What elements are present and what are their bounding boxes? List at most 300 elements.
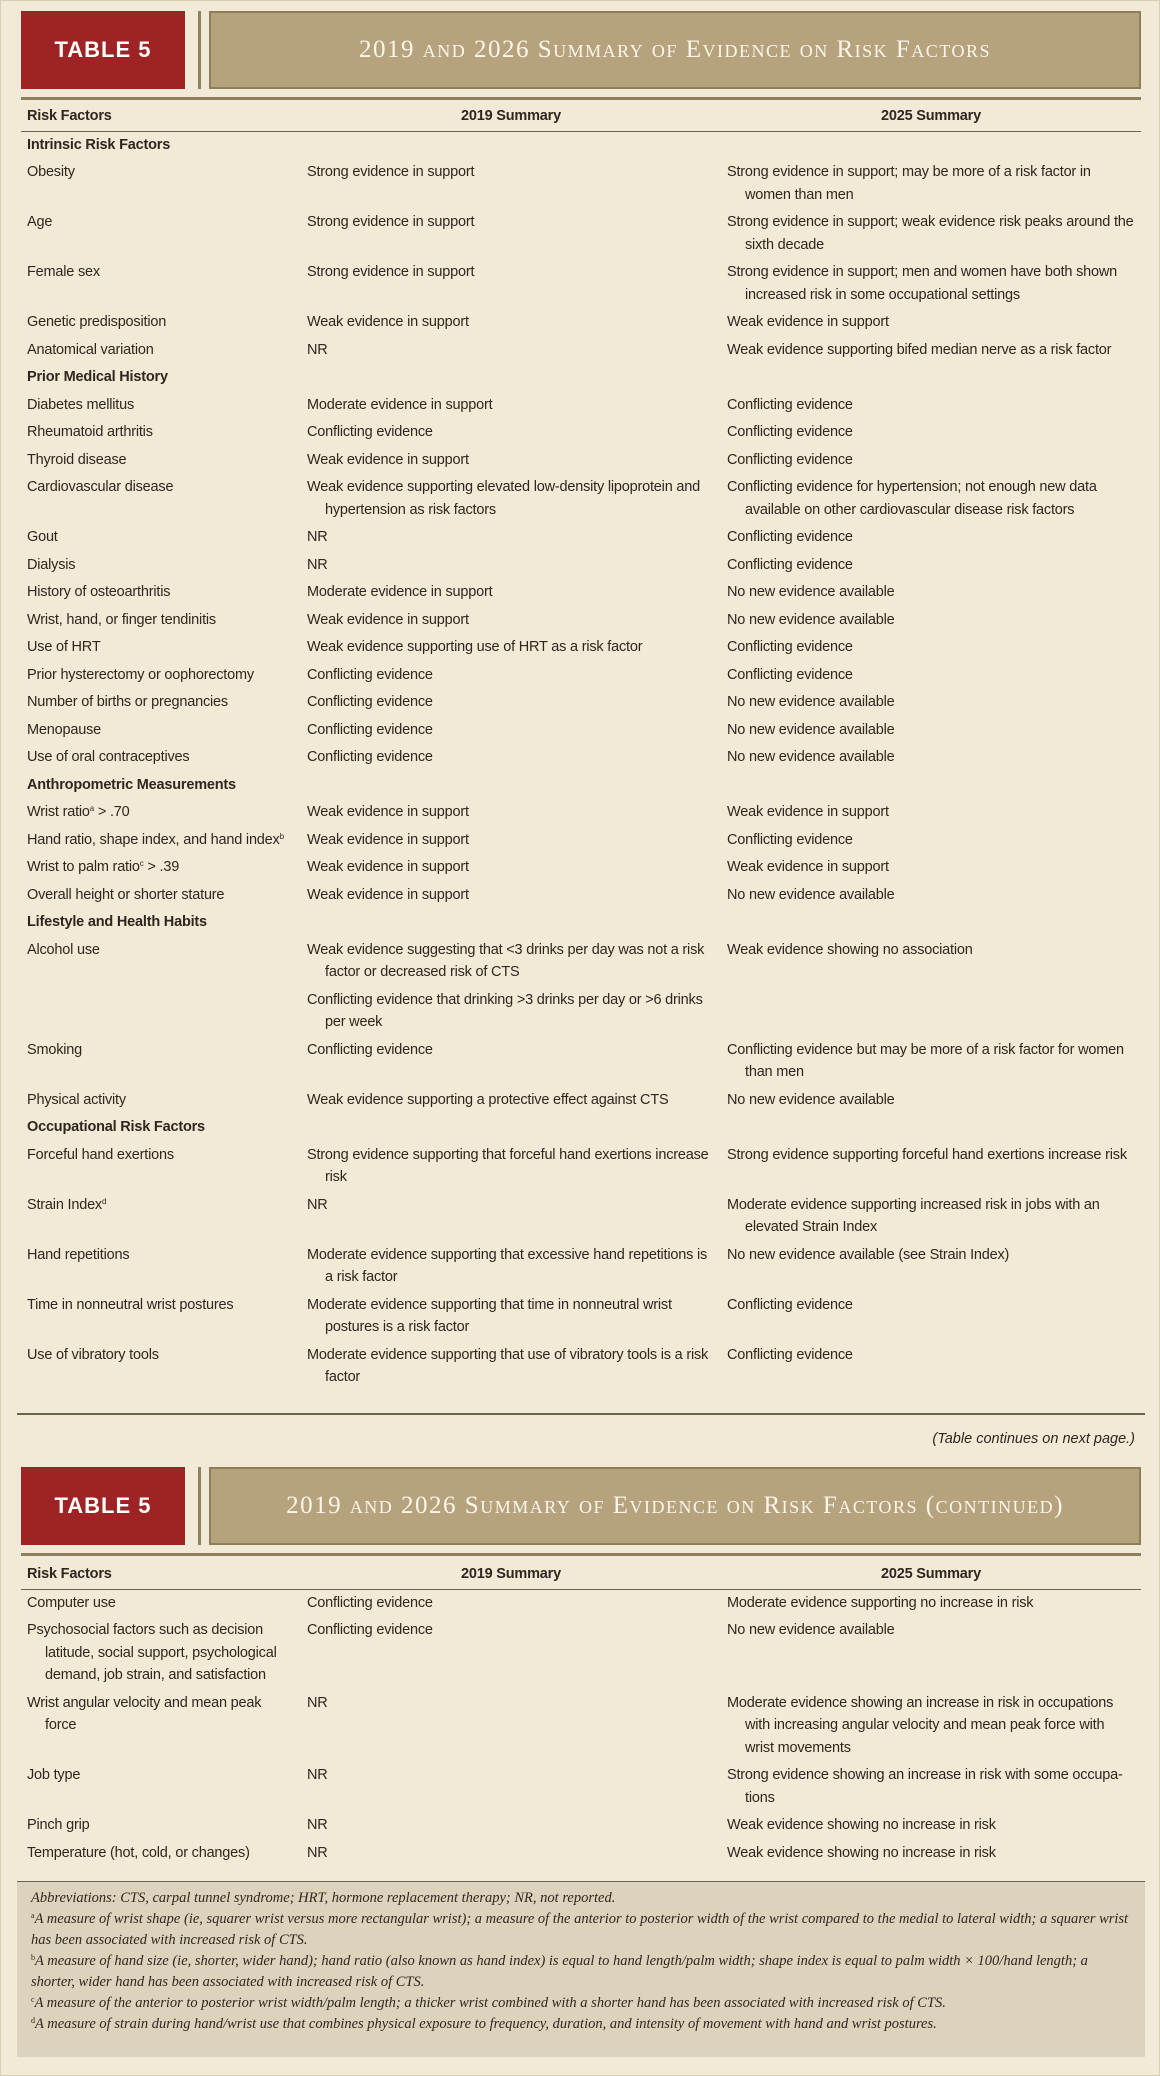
table-number-tag: TABLE 5 [21,11,191,89]
summary-2025-cell [721,689,1141,717]
footnote-marker: b [279,831,284,841]
summary-2019-cell [301,1037,721,1087]
table-row [21,1242,1141,1292]
summary-2019-text: Moderate evidence supporting that use of vibratory tools is a risk factor [307,1346,709,1385]
summary-2025-text: No new evidence available [727,1091,895,1108]
risk-factor-name: Genetic predisposition [27,314,167,330]
summary-2019-text: Conflicting evidence [307,1622,433,1638]
summary-2025-text: Conflicting evidence [727,396,853,413]
table-footnotes [17,1881,1145,2057]
summary-2019-cell [301,1242,721,1292]
table-row [21,392,1141,420]
footnote-marker: a [31,1911,35,1920]
divider [21,97,1141,100]
risk-factor-label [27,1294,295,1317]
risk-factor-name: Number of births or pregnancies [27,694,228,710]
summary-2025-cell [721,937,1141,987]
summary-2019-text: Strong evidence in support [307,264,475,280]
summary-2025-text: No new evidence available [727,611,895,628]
risk-factor-name: Hand ratio, shape index, and hand index [27,831,280,848]
summary-2025-text: Weak evidence showing no association [727,941,973,958]
table-row [21,882,1141,910]
footnote-marker: a [89,804,95,813]
divider [198,1467,201,1545]
summary-2025-cell [721,662,1141,690]
summary-2025-text: Conflicting evidence [727,639,853,655]
risk-factor-label [27,339,295,362]
summary-2025-cell [721,1292,1141,1342]
summary-2025-cell [721,337,1141,365]
risk-factor-name: Diabetes mellitus [27,396,135,413]
summary-2019-text: Conflicting evidence [307,694,433,710]
summary-2025-cell [721,799,1141,827]
continuation-note: (Table continues on next page.) [932,1431,1135,1447]
table-row [21,579,1141,607]
summary-2019-text: Conflicting evidence [307,721,433,738]
table-row [21,987,1141,1037]
summary-2019-cell [301,474,721,524]
risk-factor-label [27,311,295,334]
risk-factor-cell [21,447,301,475]
table-title: 2019 and 2026 Summary of Evidence on Risk Factors [209,11,1141,89]
risk-factor-name: Pinch grip [27,1817,90,1833]
summary-2019-text: NR [307,1196,328,1213]
risk-factor-name: Psychosocial factors such as decision latitude, social support, psychological demand, job strain, and satisfaction [27,1622,277,1683]
risk-factor-cell [21,607,301,635]
risk-factor-cell [21,309,301,337]
summary-2025-text: No new evidence available [727,1622,895,1638]
risk-factor-cell [21,799,301,827]
risk-factor-cell [21,1142,301,1192]
table-row [21,1617,1141,1690]
summary-2019-text: Conflicting evidence that drinking >3 drinks per day or >6 drinks per week [307,991,703,1030]
summary-2019-cell [301,987,721,1037]
summary-2019-text: Weak evidence in support [307,314,469,330]
summary-2019-text: Weak evidence in support [307,451,469,468]
summary-2025-cell [721,744,1141,772]
section-heading: Anthropometric Measurements [27,776,236,793]
summary-2019-text: Conflicting evidence [307,424,433,440]
summary-2019-text: NR [307,1844,328,1861]
risk-factor-label [27,526,295,549]
divider [17,1413,1145,1415]
risk-factor-name: Prior hysterectomy or oophorectomy [27,666,254,683]
abbreviations-note: Abbreviations: CTS, carpal tunnel syndrome; HRT, hormone replacement therapy; NR, not reported. [31,1890,616,1906]
risk-factor-name: Age [27,214,53,230]
footnote-marker: b [31,1953,35,1962]
footnote-marker: d [31,2016,35,2025]
summary-2025-text: Moderate evidence showing an increase in risk in occupations with increasing angular velocity and mean peak force with wrist movements [727,1694,1114,1756]
summary-2019-cell [301,1192,721,1242]
risk-factor-label [27,1144,295,1167]
risk-factor-cell [21,1690,301,1763]
summary-2019-text: Strong evidence supporting that forceful hand exertions increase risk [307,1146,709,1185]
footnote [31,1909,1135,1951]
summary-2025-cell [721,309,1141,337]
column-header-2025: 2025 Summary [721,1559,1141,1589]
summary-2019-cell [301,159,721,209]
footnote-marker: c [31,1995,35,2004]
summary-2019-cell [301,1142,721,1192]
footnote [31,1993,1135,2014]
summary-2025-text: Conflicting evidence [727,424,853,440]
table-row [21,159,1141,209]
summary-2019-text: Strong evidence in support [307,214,475,230]
summary-2025-cell [721,1037,1141,1087]
summary-2019-cell [301,1617,721,1690]
risk-factor-name: Female sex [27,264,100,280]
risk-factor-name: Alcohol use [27,941,100,958]
table-row [21,662,1141,690]
column-header-2025: 2025 Summary [721,101,1141,131]
risk-factor-label [27,161,295,184]
risk-factor-cell [21,987,301,1037]
table-row [21,1142,1141,1192]
risk-factor-cell [21,1242,301,1292]
summary-2025-cell [721,1690,1141,1763]
summary-2025-text: No new evidence available [727,584,895,600]
summary-2025-text: Conflicting evidence [727,1296,853,1313]
table-row [21,1812,1141,1840]
summary-2025-text: Weak evidence showing no increase in risk [727,1817,996,1833]
section-heading: Lifestyle and Health Habits [27,914,207,930]
section-heading: Intrinsic Risk Factors [27,136,171,153]
summary-2025-cell [721,1342,1141,1392]
table-row [21,717,1141,745]
risk-factor-name: Smoking [27,1041,83,1058]
risk-factor-cell [21,209,301,259]
summary-2025-text: Conflicting evidence for hypertension; not enough new data available on other cardiovascular disease risk factors [727,479,1097,518]
summary-2019-cell [301,419,721,447]
summary-2025-cell [721,882,1141,910]
summary-2019-cell [301,309,721,337]
summary-2025-text: Conflicting evidence [727,1346,853,1363]
summary-2025-cell [721,1589,1141,1617]
summary-2019-cell [301,1292,721,1342]
summary-2019-cell [301,552,721,580]
risk-factor-cell [21,159,301,209]
column-header-2019: 2019 Summary [301,101,721,131]
summary-2019-cell [301,1690,721,1763]
risk-factor-cell [21,1812,301,1840]
risk-factor-label [27,261,295,284]
summary-2025-text: Conflicting evidence [727,666,853,683]
risk-factor-cell [21,419,301,447]
summary-2025-cell [721,634,1141,662]
risk-factor-label [27,829,295,852]
risk-factor-name: Forceful hand exertions [27,1146,174,1163]
summary-2025-cell [721,1617,1141,1690]
summary-2025-cell [721,259,1141,309]
summary-2019-text: NR [307,1767,328,1783]
summary-2025-cell [721,474,1141,524]
summary-2025-text: Weak evidence in support [727,314,889,330]
table-header-continued [17,1467,1145,1563]
risk-factor-threshold: > .70 [94,804,130,820]
summary-2019-cell [301,937,721,987]
table-row [21,209,1141,259]
summary-2025-text: Strong evidence supporting forceful hand exertions increase risk [727,1146,1127,1163]
summary-2019-cell [301,1087,721,1115]
risk-factor-name: Overall height or shorter stature [27,886,225,903]
risk-factor-label [27,939,295,962]
risk-factor-label [27,581,295,604]
risk-factor-cell [21,1617,301,1690]
risk-factor-cell [21,579,301,607]
table-row [21,1342,1141,1392]
footnote [31,1951,1135,1993]
table-row [21,799,1141,827]
summary-2019-cell [301,579,721,607]
summary-2019-text: NR [307,529,328,545]
risk-factor-label [27,719,295,742]
risk-factor-cell [21,552,301,580]
summary-2025-text: Conflicting evidence [727,451,853,468]
summary-2025-text: Weak evidence supporting bifed median nerve as a risk factor [727,341,1112,358]
summary-2019-cell [301,827,721,855]
risk-factor-table-continued [21,1559,1141,1867]
risk-factor-label [27,1842,295,1865]
summary-2019-cell [301,882,721,910]
summary-2019-text: NR [307,556,328,573]
summary-2019-cell [301,337,721,365]
risk-factor-cell [21,524,301,552]
footnote-text: A measure of the anterior to posterior wrist width/palm length; a thicker wrist combined with a shorter hand has been associated with increased risk of CTS. [34,1995,946,2011]
risk-factor-cell [21,1037,301,1087]
summary-2019-text: Conflicting evidence [307,1041,433,1058]
section-row [21,909,1141,937]
risk-factor-name: Gout [27,529,58,545]
section-row [21,1114,1141,1142]
table-row [21,309,1141,337]
summary-2019-text: Weak evidence supporting use of HRT as a risk factor [307,639,643,655]
risk-factor-name: Thyroid disease [27,451,127,468]
summary-2025-cell [721,1142,1141,1192]
risk-factor-name: Hand repetitions [27,1246,130,1263]
summary-2025-cell [721,1242,1141,1292]
footnote [31,2014,1135,2035]
summary-2025-cell [721,209,1141,259]
table-row [21,1037,1141,1087]
section-row [21,131,1141,159]
table-row [21,1087,1141,1115]
risk-factor-cell [21,1292,301,1342]
summary-2025-cell [721,1762,1141,1812]
summary-2019-text: Conflicting evidence [307,749,433,765]
footnote-marker: c [139,859,144,868]
table-row [21,607,1141,635]
summary-2025-cell [721,447,1141,475]
divider [198,11,201,89]
table-row [21,552,1141,580]
summary-2019-cell [301,1812,721,1840]
risk-factor-label [27,211,295,234]
summary-2019-cell [301,689,721,717]
risk-factor-name: Physical activity [27,1091,126,1108]
risk-factor-cell [21,854,301,882]
summary-2019-text: Weak evidence supporting elevated low-density lipoprotein and hypertension as risk factors [307,479,700,518]
summary-2025-text: Conflicting evidence [727,556,853,573]
summary-2019-text: NR [307,1694,328,1711]
risk-factor-label [27,664,295,687]
summary-2019-text: Weak evidence in support [307,886,469,903]
risk-factor-threshold: > .39 [143,859,180,875]
summary-2019-cell [301,744,721,772]
table-row [21,634,1141,662]
risk-factor-name: Rheumatoid arthritis [27,424,153,440]
risk-factor-cell [21,1342,301,1392]
table-row [21,259,1141,309]
footnote-marker: d [101,1196,107,1206]
summary-2019-cell [301,524,721,552]
risk-factor-name: Job type [27,1767,81,1783]
table-row [21,937,1141,987]
table-row [21,1589,1141,1617]
summary-2019-cell [301,1342,721,1392]
risk-factor-label [27,1194,295,1217]
summary-2019-text: Conflicting evidence [307,1594,433,1611]
risk-factor-label [27,1089,295,1112]
section-row [21,772,1141,800]
summary-2025-text: No new evidence available [727,721,895,738]
footnote-text: A measure of wrist shape (ie, squarer wrist versus more rectangular wrist); a measure of the anterior to posterior width of the wrist compared to the medial to lateral width; a squarer wrist has been associated with increased risk of CTS. [31,1911,1129,1948]
summary-2019-text: Strong evidence in support [307,164,475,180]
summary-2019-text: NR [307,341,328,358]
table-header [17,11,1145,107]
table-row [21,447,1141,475]
summary-2025-cell [721,607,1141,635]
summary-2025-text: Conflicting evidence [727,529,853,545]
table-row [21,1192,1141,1242]
footnote-text: A measure of hand size (ie, shorter, wider hand); hand ratio (also known as hand index) is equal to hand length/palm width; shape index is equal to palm width × 100/hand length; a shorter, wider hand has been associated with increased risk of CTS. [31,1953,1088,1990]
summary-2019-cell [301,259,721,309]
table-row [21,744,1141,772]
risk-factor-label [27,856,295,879]
summary-2025-text: No new evidence available (see Strain Index) [727,1246,1010,1263]
risk-factor-label [27,554,295,577]
summary-2025-text: Moderate evidence supporting no increase in risk [727,1594,1034,1611]
risk-factor-name: Computer use [27,1594,116,1611]
risk-factor-cell [21,1840,301,1868]
summary-2025-cell [721,827,1141,855]
risk-factor-label [27,1039,295,1062]
risk-factor-name: Wrist angular velocity and mean peak force [27,1694,262,1733]
risk-factor-name: Use of HRT [27,639,101,655]
summary-2025-text: Weak evidence showing no increase in risk [727,1844,996,1861]
summary-2025-cell [721,524,1141,552]
risk-factor-label [27,449,295,472]
risk-factor-cell [21,882,301,910]
risk-factor-name: Wrist to palm ratio [27,859,140,875]
risk-factor-cell [21,634,301,662]
summary-2019-cell [301,1762,721,1812]
summary-2019-text: Moderate evidence in support [307,584,493,600]
summary-2025-cell [721,1812,1141,1840]
risk-factor-cell [21,937,301,987]
table-number-tag: TABLE 5 [21,1467,191,1545]
summary-2019-cell [301,799,721,827]
summary-2019-cell [301,209,721,259]
risk-factor-name: Cardiovascular disease [27,479,174,495]
risk-factor-cell [21,337,301,365]
column-header-risk-factors: Risk Factors [21,101,301,131]
summary-2025-cell [721,419,1141,447]
summary-2019-cell [301,854,721,882]
table-row [21,689,1141,717]
risk-factor-name: Dialysis [27,556,76,573]
table-header-row [21,1559,1141,1589]
divider [21,1553,1141,1556]
risk-factor-cell [21,1762,301,1812]
table-row [21,337,1141,365]
summary-2025-cell [721,1192,1141,1242]
summary-2019-text: Conflicting evidence [307,666,433,683]
table-row [21,1690,1141,1763]
risk-factor-label [27,1344,295,1367]
section-heading: Prior Medical History [27,369,168,385]
summary-2019-text: Weak evidence suggesting that <3 drinks per day was not a risk factor or decreased risk of CTS [307,941,705,980]
risk-factor-label [27,636,295,659]
summary-2025-text: Weak evidence in support [727,804,889,820]
risk-factor-label [27,1814,295,1837]
summary-2025-cell [721,987,1141,1037]
risk-factor-cell [21,474,301,524]
risk-factor-cell [21,1589,301,1617]
summary-2019-cell [301,607,721,635]
summary-2019-cell [301,1589,721,1617]
table-row [21,474,1141,524]
summary-2025-text: Strong evidence in support; weak evidence risk peaks around the sixth decade [727,214,1134,253]
summary-2025-cell [721,159,1141,209]
risk-factor-label [27,476,295,499]
risk-factor-cell [21,717,301,745]
table-row [21,419,1141,447]
summary-2025-cell [721,717,1141,745]
risk-factor-name: History of osteoarthritis [27,584,171,600]
table-row [21,827,1141,855]
summary-2019-cell [301,717,721,745]
column-header-2019: 2019 Summary [301,1559,721,1589]
summary-2025-text: No new evidence available [727,694,895,710]
summary-2019-text: Weak evidence in support [307,859,469,875]
risk-factor-label [27,746,295,769]
summary-2019-cell [301,1840,721,1868]
risk-factor-label [27,609,295,632]
risk-factor-name: Obesity [27,164,75,180]
summary-2025-cell [721,579,1141,607]
risk-factor-cell [21,744,301,772]
summary-2019-text: Weak evidence in support [307,611,469,628]
summary-2025-text: Conflicting evidence [727,831,853,848]
summary-2019-cell [301,662,721,690]
risk-factor-name: Wrist ratio [27,804,90,820]
risk-factor-name: Time in nonneutral wrist postures [27,1296,234,1313]
summary-2025-cell [721,854,1141,882]
summary-2019-text: NR [307,1817,328,1833]
risk-factor-cell [21,392,301,420]
summary-2025-cell [721,552,1141,580]
column-header-risk-factors: Risk Factors [21,1559,301,1589]
risk-factor-name: Anatomical variation [27,341,154,358]
risk-factor-label [27,394,295,417]
summary-2019-text: Moderate evidence in support [307,396,493,413]
table-title: 2019 and 2026 Summary of Evidence on Risk Factors (continued) [209,1467,1141,1545]
risk-factor-name: Menopause [27,721,101,738]
summary-2025-text: Moderate evidence supporting increased risk in jobs with an elevated Strain Index [727,1196,1100,1235]
risk-factor-label [27,884,295,907]
summary-2025-cell [721,392,1141,420]
table-header-row [21,101,1141,131]
